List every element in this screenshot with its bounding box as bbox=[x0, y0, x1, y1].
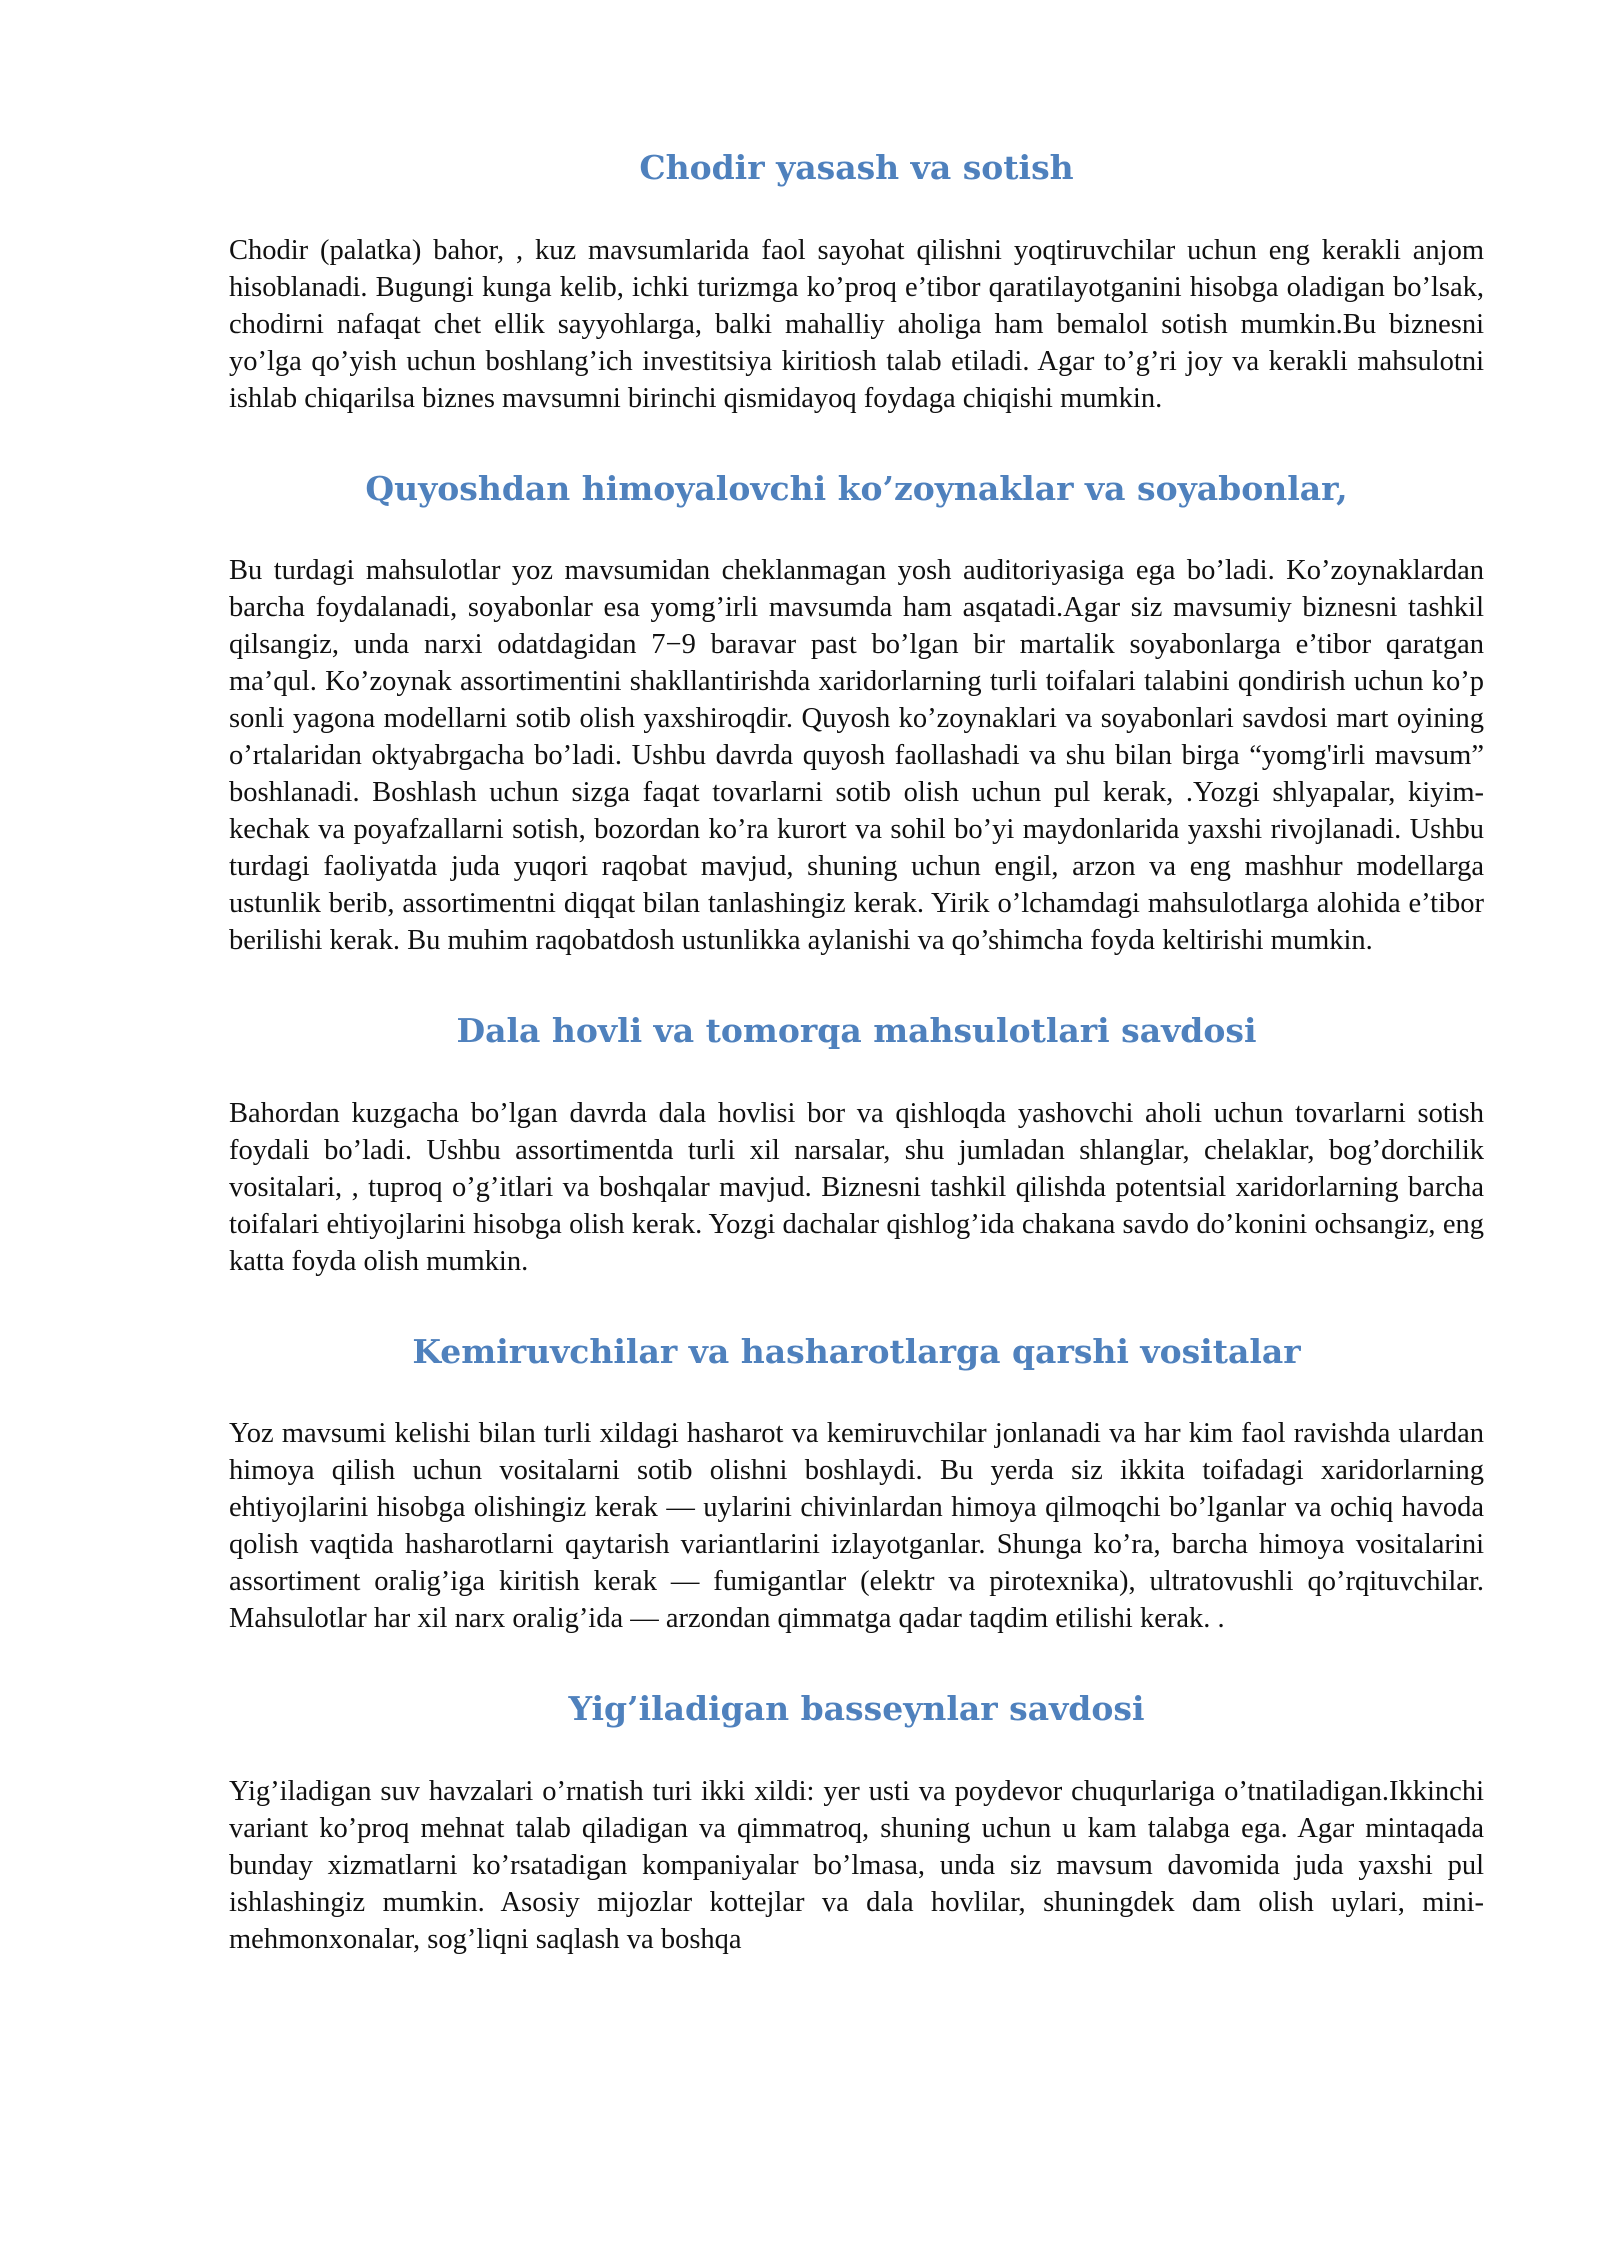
section-paragraph-kozoynaklar: Bu turdagi mahsulotlar yoz mavsumidan cheklanmagan yosh auditoriyasiga ega bo’ladi. Ko’zoynaklardan barcha foydalanadi, soyabonlar esa yomg’irli mavsumda ham asqatadi.Agar siz mavsumiy biznesni tashkil qilsangiz, unda narxi odatdagidan 7−9 baravar past bo’lgan bir martalik soyabonlarga e’tibor qaratgan ma’qul. Ko’zoynak assortimentini shakllantirishda xaridorlarning turli toifalari talabini qondirish uchun ko’p sonli yagona modellarni sotib olish yaxshiroqdir. Quyosh ko’zoynaklari va soyabonlari savdosi mart oyining o’rtalaridan oktyabrgacha bo’ladi. Ushbu davrda quyosh faollashadi va shu bilan birga “yomg'irli mavsum” boshlanadi. Boshlash uchun sizga faqat tovarlarni sotib olish uchun pul kerak, .Yozgi shlyapalar, kiyim-kechak va poyafzallarni sotish, bozordan ko’ra kurort va sohil bo’yi maydonlarida yaxshi rivojlanadi. Ushbu turdagi faoliyatda juda yuqori raqobat mavjud, shuning uchun engil, arzon va eng mashhur modellarga ustunlik berib, assortimentni diqqat bilan tanlashingiz kerak. Yirik o’lchamdagi mahsulotlarga alohida e’tibor berilishi kerak. Bu muhim raqobatdosh ustunlikka aylanishi va qo’shimcha foyda keltirishi mumkin. bbox=[229, 555, 1484, 957]
section-heading-kemiruvchilar: Kemiruvchilar va hasharotlarga qarshi vositalar bbox=[412, 1331, 1301, 1371]
section-paragraph-kemiruvchilar: Yoz mavsumi kelishi bilan turli xildagi hasharot va kemiruvchilar jonlanadi va har kim faol ravishda ulardan himoya qilish uchun vositalarni sotib olishni boshlaydi. Bu yerda siz ikkita toifadagi xaridorlarning ehtiyojlarini hisobga olishingiz kerak — uylarini chivinlardan himoya qilmoqchi bo’lganlar va ochiq havoda qolish vaqtida hasharotlarni qaytarish variantlarini izlayotganlar. Shunga ko’ra, barcha himoya vositalarini assortiment oralig’iga kiritish kerak — fumigantlar (elektr va pirotexnika), ultratovushli qo’rqituvchilar. Mahsulotlar har xil narx oralig’ida — arzondan qimmatga qadar taqdim etilishi kerak. . bbox=[229, 1418, 1484, 1635]
document-body bbox=[229, 148, 1484, 2010]
section-paragraph-dala-hovli: Bahordan kuzgacha bo’lgan davrda dala hovlisi bor va qishloqda yashovchi aholi uchun tovarlarni sotish foydali bo’ladi. Ushbu assortimentda turli xil narsalar, shu jumladan shlanglar, chelaklar, bog’dorchilik vositalari, , tuproq o’g’itlari va boshqalar mavjud. Biznesni tashkil qilishda potentsial xaridorlarning barcha toifalari ehtiyojlarini hisobga olish kerak. Yozgi dachalar qishlog’ida chakana savdo do’konini ochsangiz, eng katta foyda olish mumkin. bbox=[229, 1097, 1484, 1277]
section-heading-chodir: Chodir yasash va sotish bbox=[639, 148, 1074, 187]
section-paragraph-basseynlar: Yig’iladigan suv havzalari o’rnatish turi ikki xildi: yer usti va poydevor chuqurlariga o’tnatiladigan.Ikkinchi variant ko’proq mehnat talab qiladigan va qimmatroq, shuning uchun u kam talabga ega. Agar mintaqada bunday xizmatlarni ko’rsatadigan kompaniyalar bo’lmasa, unda siz mavsum davomida juda yaxshi pul ishlashingiz mumkin. Asosiy mijozlar kottejlar va dala hovlilar, shuningdek dam olish uylari, mini-mehmonxonalar, sog’liqni saqlash va boshqa bbox=[229, 1775, 1484, 1955]
section-heading-dala-hovli: Dala hovli va tomorqa mahsulotlari savdosi bbox=[456, 1011, 1257, 1051]
section-paragraph-chodir: Chodir (palatka) bahor, , kuz mavsumlarida faol sayohat qilishni yoqtiruvchilar uchun eng kerakli anjom hisoblanadi. Bugungi kunga kelib, ichki turizmga ko’proq e’tibor qaratilayotganini hisobga oladigan bo’lsak, chodirni nafaqat chet ellik sayyohlarga, balki mahalliy aholiga ham bemalol sotish mumkin.Bu biznesni yo’lga qo’yish uchun boshlang’ich investitsiya kiritiosh talab etiladi. Agar to’g’ri joy va kerakli mahsulotni ishlab chiqarilsa biznes mavsumni birinchi qismidayoq foydaga chiqishi mumkin. bbox=[229, 234, 1484, 414]
section-heading-kozoynaklar: Quyoshdan himoyalovchi ko’zoynaklar va soyabonlar, bbox=[365, 468, 1348, 508]
section-heading-basseynlar: Yig’iladigan basseynlar savdosi bbox=[568, 1689, 1145, 1729]
